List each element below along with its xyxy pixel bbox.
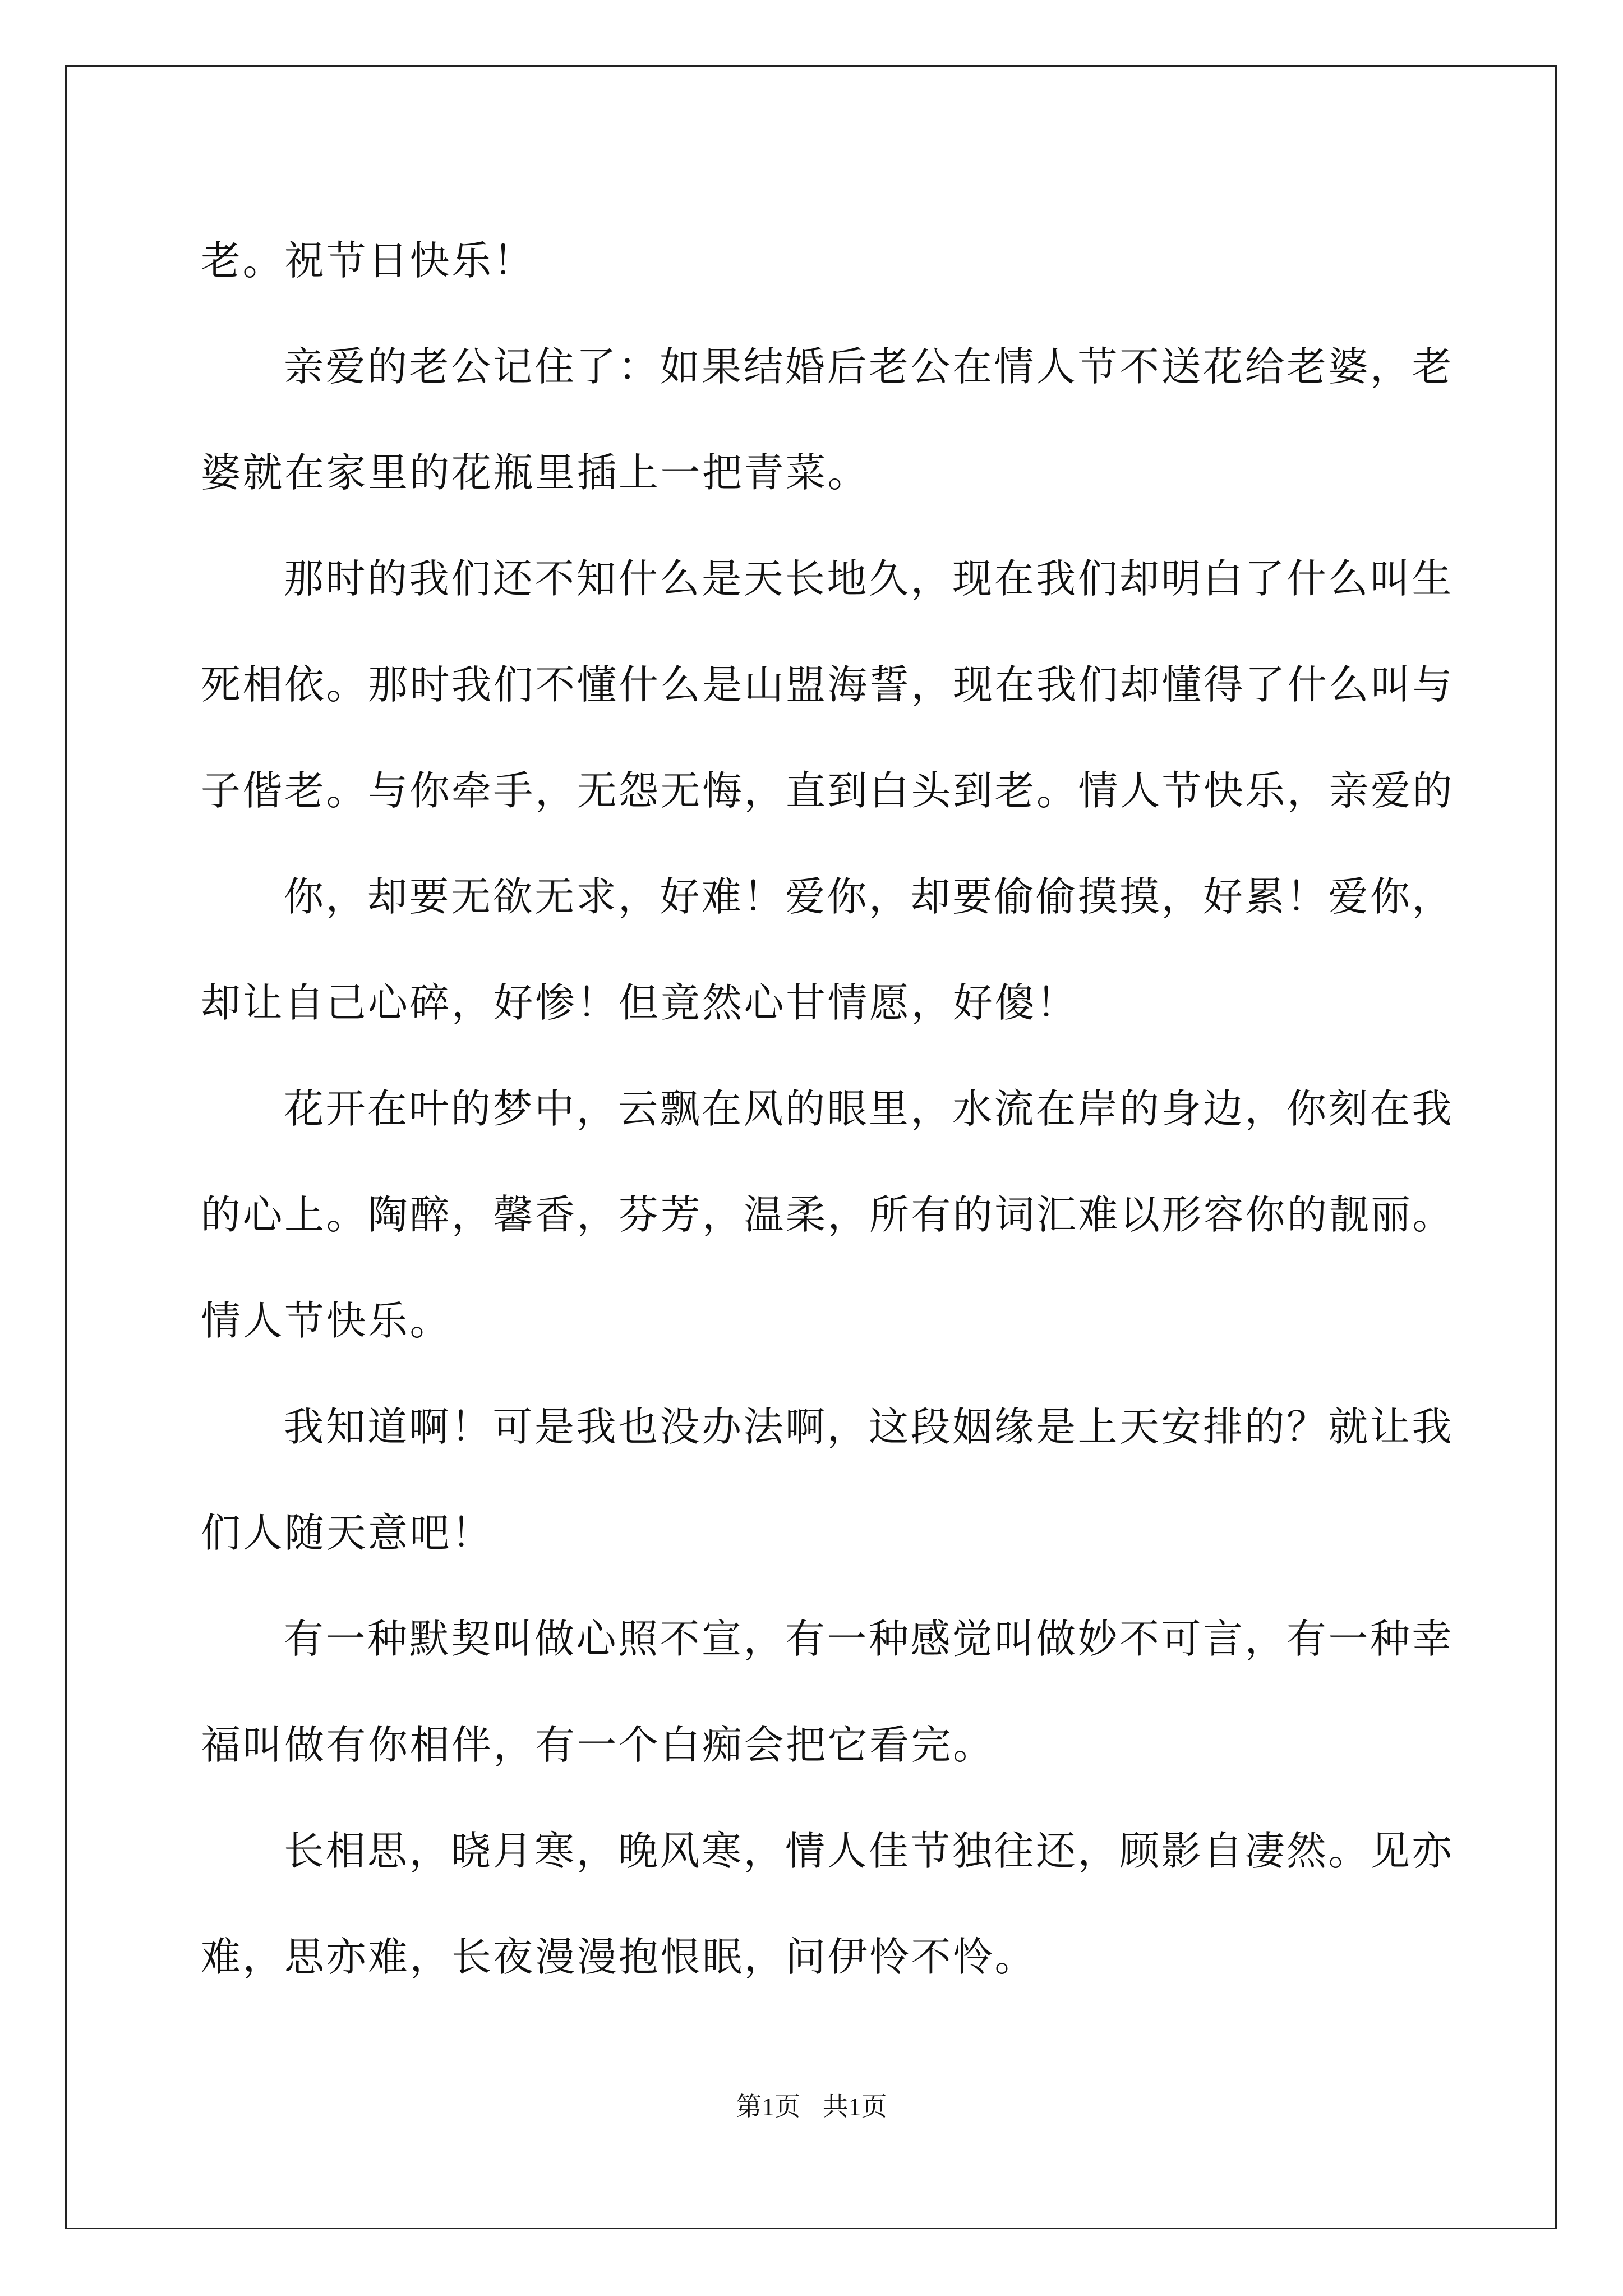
text-line: 花开在叶的梦中，云飘在风的眼里，水流在岸的身边，你刻在我 [284, 1085, 1454, 1132]
text-line: 子偕老。与你牵手，无怨无悔，直到白头到老。情人节快乐，亲爱的 [201, 767, 1455, 814]
text-line: 婆就在家里的花瓶里插上一把青菜。 [201, 449, 870, 496]
document-body [201, 208, 1455, 2010]
page-total: 共1页 [822, 2092, 887, 2121]
text-line: 情人节快乐。 [201, 1297, 452, 1344]
text-line: 长相思，晓月寒，晚风寒，情人佳节独往还，顾影自凄然。见亦 [284, 1828, 1454, 1874]
text-line: 有一种默契叫做心照不宣，有一种感觉叫做妙不可言，有一种幸 [284, 1616, 1454, 1662]
text-line: 死相依。那时我们不懂什么是山盟海誓，现在我们却懂得了什么叫与 [201, 661, 1455, 708]
text-line: 的心上。陶醉，馨香，芬芳，温柔，所有的词汇难以形容你的靓丽。 [201, 1191, 1455, 1238]
page-number: 第1页 [736, 2092, 801, 2121]
text-line: 亲爱的老公记住了：如果结婚后老公在情人节不送花给老婆，老 [284, 343, 1454, 390]
text-line: 难，思亦难，长夜漫漫抱恨眠，问伊怜不怜。 [201, 1934, 1037, 1980]
text-line: 福叫做有你相伴，有一个白痴会把它看完。 [201, 1722, 995, 1768]
text-line: 我知道啊！可是我也没办法啊，这段姻缘是上天安排的？就让我 [284, 1404, 1454, 1450]
text-line: 你，却要无欲无求，好难！爱你，却要偷偷摸摸，好累！爱你， [284, 873, 1454, 920]
text-line: 们人随天意吧！ [201, 1510, 494, 1556]
text-line: 老。祝节日快乐！ [201, 237, 536, 284]
text-line: 却让自己心碎，好惨！但竟然心甘情愿，好傻！ [201, 979, 1078, 1026]
page-footer [0, 2090, 1623, 2124]
text-line: 那时的我们还不知什么是天长地久，现在我们却明白了什么叫生 [284, 555, 1454, 602]
